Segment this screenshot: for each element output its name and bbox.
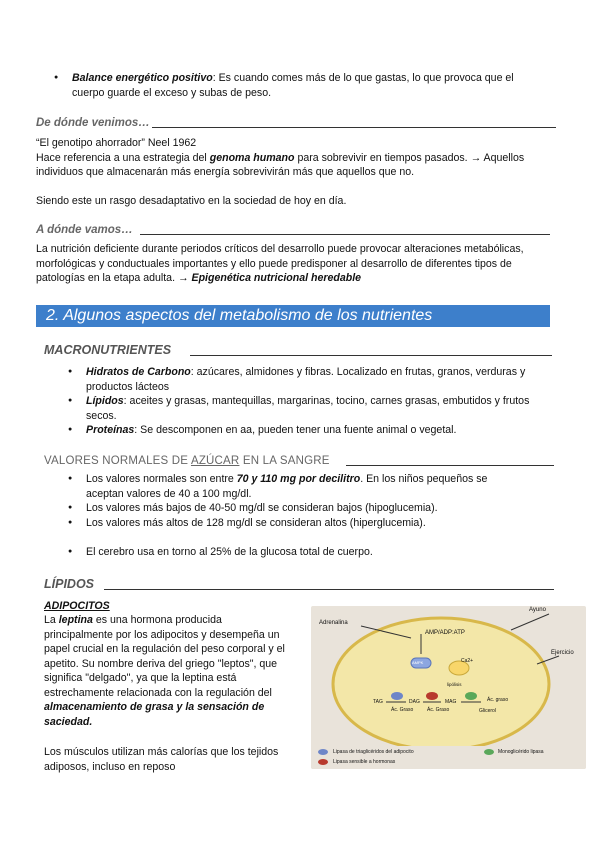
legend-mgl-label: Monoglicérido lipasa (498, 749, 544, 755)
term-bold: Proteínas (86, 424, 135, 436)
list-item: ● El cerebro usa en torno al 25% de la glucosa total de cuerpo. (86, 545, 526, 560)
adipocitos-subheading: ADIPOCITOS (44, 600, 110, 612)
list-item (86, 365, 556, 394)
list-item (72, 71, 542, 100)
label-ejercicio: Ejercicio (551, 650, 574, 656)
term-bold: Hidratos de Carbono (86, 366, 191, 378)
label-glicerol: Glicerol (479, 708, 496, 714)
musculos-paragraph: Los músculos utilizan más calorías que los tejidos adiposos, incluso en reposo (44, 746, 279, 773)
bold-text: leptina (58, 614, 93, 626)
hsl-enzyme (426, 692, 438, 700)
legend-atgl-swatch (318, 749, 328, 755)
text: La (44, 614, 59, 626)
section-heading-a-donde: A dónde vamos… (36, 224, 133, 236)
adipocyte-figure (311, 606, 586, 769)
top-bullet-list (72, 71, 542, 100)
label-ac-graso-1: Ác. Graso (391, 707, 414, 713)
bold-text: genoma humano (209, 151, 295, 164)
heading-part: VALORES NORMALES DE (44, 455, 191, 467)
text: . En los niños pequeños se aceptan valores de 40 a 100 mg/dl. (86, 473, 488, 500)
azucar-heading (44, 454, 330, 469)
label-dag: DAG (409, 699, 420, 705)
item-text: : Es cuando comes más de lo que gastas, lo que provoca que el cuerpo guarde el exceso y subas de peso. (72, 72, 514, 99)
label-amp: AMP/ADP:ATP (425, 630, 465, 636)
heading-part: EN LA SANGRE (239, 455, 330, 467)
paragraph (36, 151, 566, 180)
quote-line: “El genotipo ahorrador” Neel 1962 (36, 137, 197, 149)
legend-mgl-swatch (484, 749, 494, 755)
heading-rule (104, 589, 554, 590)
text: para sobrevivir en tiempos pasados. → Aquellos individuos que almacenarán más energía sobrevivirán más que aquellos que no. (36, 151, 525, 178)
text: Hace referencia a una estrategia del (36, 151, 210, 164)
paragraph: Siendo este un rasgo desadaptativo en la sociedad de hoy en día. (36, 194, 347, 207)
legend-hsl-label: Lipasa sensible a hormonas (333, 759, 396, 765)
label-ayuno: Ayuno (529, 607, 546, 613)
bold-text: almacenamiento de grasa y la sensación de saciedad. (44, 701, 265, 728)
macro-list (86, 365, 556, 438)
item-text: : aceites y grasas, mantequillas, margarinas, tocino, carnes grasas, embutidos y frutos secos. (86, 395, 530, 422)
text: La nutrición deficiente durante periodos críticos del desarrollo puede provocar alteraciones metabólicas, morfológicas y conductuales importantes y ello puede predisponer al desarrollo de diferentes tipos de patologías en la etapa adulta. → (36, 243, 524, 284)
de-donde-body (36, 136, 566, 208)
bold-text: Epigenética nutricional heredable (191, 272, 362, 284)
label-ac-graso-3: Ác. graso (487, 697, 509, 703)
label-mag: MAG (445, 699, 457, 705)
item-text: : Se descomponen en aa, pueden tener una fuente animal o vegetal. (134, 424, 457, 436)
arrow (511, 614, 549, 630)
label-tag: TAG (373, 699, 383, 705)
atgl-enzyme (391, 692, 403, 700)
label-ac-graso-2: Ác. Graso (427, 707, 450, 713)
mgl-enzyme (465, 692, 477, 700)
macronutrientes-heading: MACRONUTRIENTES (44, 343, 172, 357)
list-item: ● Los valores más altos de 128 mg/dl se consideran altos (hiperglucemia). (86, 516, 526, 531)
section-title: 2. Algunos aspectos del metabolismo de los nutrientes (46, 307, 433, 324)
heading-rule (140, 234, 550, 235)
bold-text: 70 y 110 mg por decilitro (236, 473, 361, 485)
label-lipolisis: lipólisis (447, 682, 462, 687)
item-text: : azúcares, almidones y fibras. Localizado en frutas, granos, verduras y productos lácteos (86, 366, 526, 393)
adipocyte-cell (333, 618, 549, 750)
term-bold: Balance energético positivo (72, 72, 213, 84)
heading-rule (152, 127, 556, 128)
list-item (86, 423, 556, 438)
label-ampk: AMPK (412, 660, 424, 665)
legend-atgl-label: Lipasa de triaglicéridos del adipocito (333, 749, 414, 755)
term-bold: Lípidos (86, 395, 124, 407)
azucar-list (86, 472, 526, 560)
legend-hsl-swatch (318, 759, 328, 765)
list-item (86, 394, 556, 423)
text: Los valores normales son entre (86, 473, 237, 485)
heading-underlined: AZÚCAR (190, 455, 240, 467)
text: es una hormona producida principalmente por los adipocitos y desempeña un papel crucial en la regulación del peso corporal y el apetito. Su nombre deriva del griego "leptos", que significa "delgado", ya que la leptina está estrechamente relacionada con la regulación del (44, 614, 285, 699)
list-item: ● Los valores más bajos de 40-50 mg/dl se consideran bajos (hipoglucemia). (86, 501, 526, 516)
label-ca: Ca2+ (461, 658, 474, 664)
label-adrenalina: Adrenalina (319, 620, 348, 626)
section-heading-de-donde: De dónde venimos… (36, 117, 150, 129)
section-2-band (36, 305, 550, 327)
heading-rule (346, 465, 554, 466)
heading-rule (190, 355, 552, 356)
leptina-paragraph (44, 613, 292, 729)
list-item (86, 472, 526, 501)
a-donde-body (36, 242, 558, 286)
lipidos-heading: LÍPIDOS (44, 577, 95, 591)
